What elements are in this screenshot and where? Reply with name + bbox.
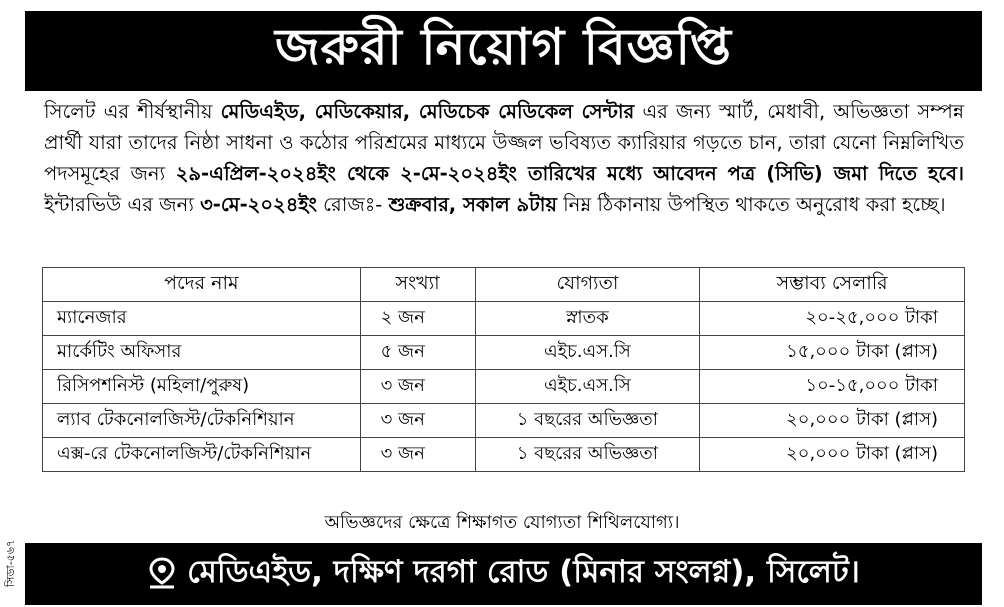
post-count: ৩ জন <box>360 438 475 472</box>
intro-text-4: রোজঃ- <box>316 193 389 216</box>
post-qualification: ১ বছরের অভিজ্ঞতা <box>475 404 700 438</box>
interview-date: ৩-মে-২০২৪ইং <box>200 193 317 216</box>
post-salary: ১৫,০০০ টাকা (প্লাস) <box>700 336 965 370</box>
post-count: ৩ জন <box>360 370 475 404</box>
intro-text-5: নিম্ন ঠিকানায় উপস্থিত থাকতে অনুরোধ করা হচ্ছে। <box>556 193 946 216</box>
post-qualification: এইচ.এস.সি <box>475 370 700 404</box>
post-name: মার্কেটিং অফিসার <box>43 336 361 370</box>
post-count: ৫ জন <box>360 336 475 370</box>
title-banner <box>25 11 982 91</box>
table-header-row <box>43 268 965 302</box>
header-qualification: যোগ্যতা <box>475 268 700 302</box>
post-name: ম্যানেজার <box>43 302 361 336</box>
post-name: ল্যাব টেকনোলজিস্ট/টেকনিশিয়ান <box>43 404 361 438</box>
post-qualification: ১ বছরের অভিজ্ঞতা <box>475 438 700 472</box>
post-salary: ২০-২৫,০০০ টাকা <box>700 302 965 336</box>
address-banner <box>25 543 982 605</box>
header-salary: সম্ভাব্য সেলারি <box>700 268 965 302</box>
post-salary: ২০,০০০ টাকা (প্লাস) <box>700 438 965 472</box>
table-row <box>43 404 965 438</box>
publication-code: সিডা-৫৬৭ <box>4 539 17 587</box>
map-pin-icon <box>147 557 177 591</box>
header-post: পদের নাম <box>43 268 361 302</box>
table-row <box>43 302 965 336</box>
page-title: জরুরী নিয়োগ বিজ্ঞপ্তি <box>274 17 733 76</box>
address-text: মেডিএইড, দক্ষিণ দরগা রোড (মিনার সংলগ্ন), সিলেট। <box>187 554 860 590</box>
post-qualification: স্নাতক <box>475 302 700 336</box>
interview-time: শুক্রবার, সকাল ৯টায় <box>388 193 557 216</box>
post-count: ৩ জন <box>360 404 475 438</box>
intro-text-1: সিলেট এর শীর্ষস্থানীয় <box>44 100 221 123</box>
header-count: সংখ্যা <box>360 268 475 302</box>
post-count: ২ জন <box>360 302 475 336</box>
table-row <box>43 336 965 370</box>
post-qualification: এইচ.এস.সি <box>475 336 700 370</box>
post-salary: ২০,০০০ টাকা (প্লাস) <box>700 404 965 438</box>
post-salary: ১০-১৫,০০০ টাকা <box>700 370 965 404</box>
vacancy-table <box>42 267 965 472</box>
post-name: রিসিপশনিস্ট (মহিলা/পুরুষ) <box>43 370 361 404</box>
qualification-note: অভিজ্ঞদের ক্ষেত্রে শিক্ষাগত যোগ্যতা শিথিলযোগ্য। <box>324 512 680 533</box>
organization-names: মেডিএইড, মেডিকেয়ার, মেডিচেক মেডিকেল সেন্টার <box>220 100 635 123</box>
table-row <box>43 438 965 472</box>
application-deadline: ২৯-এপ্রিল-২০২৪ইং থেকে ২-মে-২০২৪ইং তারিখের মধ্যে আবেদন পত্র (সিভি) জমা দিতে হবে। <box>175 162 964 185</box>
table-row <box>43 370 965 404</box>
post-name: এক্স-রে টেকনোলজিস্ট/টেকনিশিয়ান <box>43 438 361 472</box>
intro-text-3: ইন্টারভিউ এর জন্য <box>44 193 201 216</box>
intro-paragraph <box>44 96 964 220</box>
intro-text-2: এর জন্য স্মার্ট, মেধাবী, অভিজ্ঞতা সম্পন্ন প্রার্থী যারা তাদের নিষ্ঠা সাধনা ও কঠোর পরিশ্রমের মাধ্যমে উজ্জল ভবিষ্যত ক্যারিয়ার গড়তে চান, তারা যেনো নিম্নলিখিত পদসমূহের জন্য <box>44 100 965 185</box>
